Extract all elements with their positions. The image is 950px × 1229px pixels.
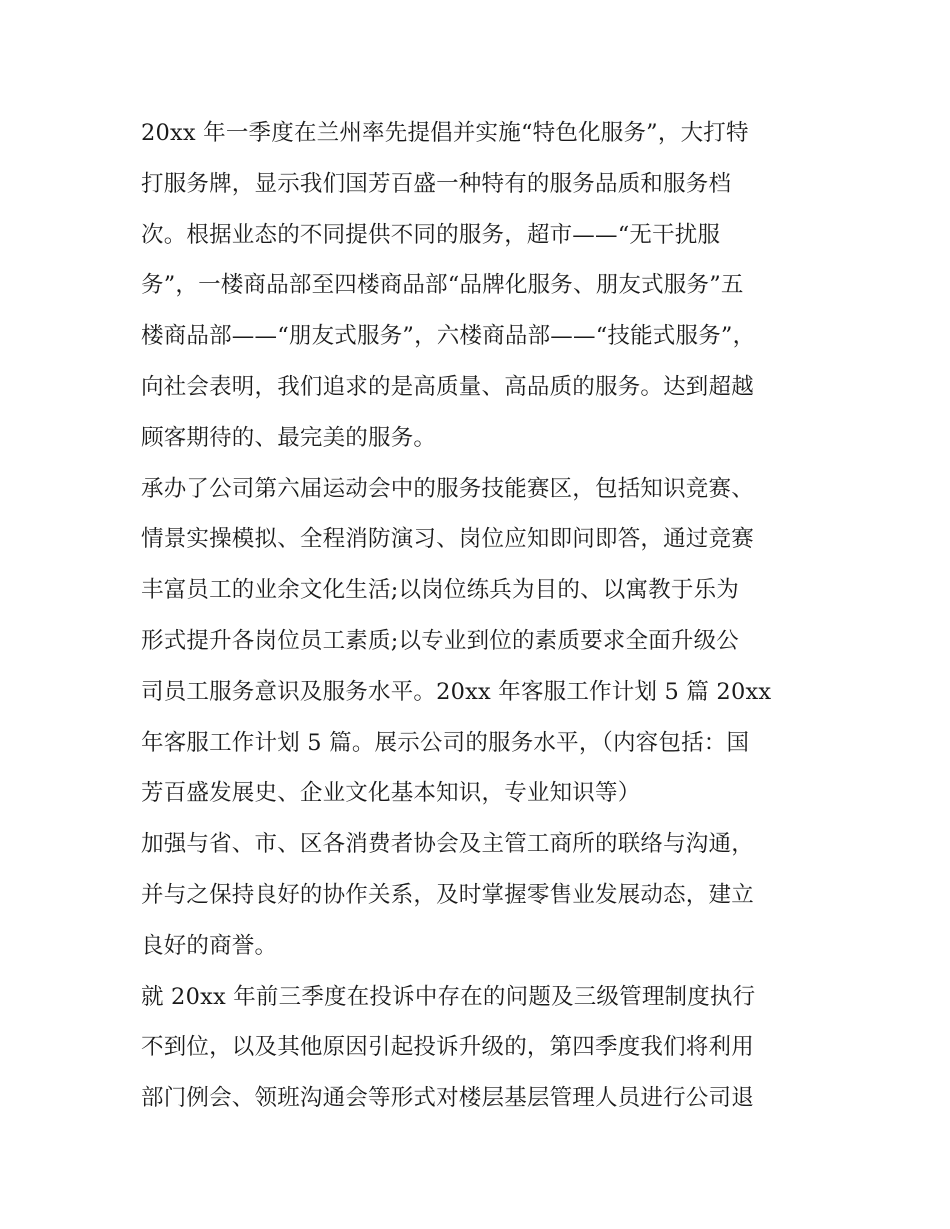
text-line: 形式提升各岗位员工素质;以专业到位的素质要求全面升级公 xyxy=(141,627,739,654)
paragraph-complaint-management xyxy=(141,972,821,1124)
text-line: 楼商品部——“朋友式服务”，六楼商品部——“技能式服务”， xyxy=(141,323,756,350)
document-body xyxy=(141,108,821,1124)
text-line: 年客服工作计划 5 篇。展示公司的服务水平，（内容包括：国 xyxy=(141,729,750,756)
text-line: 向社会表明，我们追求的是高质量、高品质的服务。达到超越 xyxy=(141,373,754,400)
text-line: 务”，一楼商品部至四楼商品部“品牌化服务、朋友式服务”五 xyxy=(141,272,744,299)
text-line: 就 20xx 年前三季度在投诉中存在的问题及三级管理制度执行 xyxy=(141,983,756,1010)
text-line: 丰富员工的业余文化生活;以岗位练兵为目的、以寓教于乐为 xyxy=(141,577,739,604)
text-line: 不到位，以及其他原因引起投诉升级的，第四季度我们将利用 xyxy=(141,1034,754,1061)
text-line: 芳百盛发展史、企业文化基本知识，专业知识等） xyxy=(141,780,641,807)
text-line: 良好的商誉。 xyxy=(141,932,278,959)
text-line: 20xx 年一季度在兰州率先提倡并实施“特色化服务”，大打特 xyxy=(141,120,749,146)
paragraph-skills-competition xyxy=(141,464,821,820)
paragraph-consumer-association xyxy=(141,819,821,971)
text-line: 承办了公司第六届运动会中的服务技能赛区，包括知识竞赛、 xyxy=(141,475,754,502)
text-line: 司员工服务意识及服务水平。20xx 年客服工作计划 5 篇 20xx xyxy=(141,678,772,705)
text-line: 加强与省、市、区各消费者协会及主管工商所的联络与沟通， xyxy=(141,831,754,858)
text-line: 并与之保持良好的协作关系，及时掌握零售业发展动态，建立 xyxy=(141,881,754,908)
text-line: 顾客期待的、最完美的服务。 xyxy=(141,424,437,451)
text-line: 部门例会、领班沟通会等形式对楼层基层管理人员进行公司退 xyxy=(141,1085,754,1112)
paragraph-special-service xyxy=(141,108,821,464)
text-line: 次。根据业态的不同提供不同的服务，超市——“无干扰服 xyxy=(141,221,721,248)
text-line: 情景实操模拟、全程消防演习、岗位应知即问即答，通过竞赛 xyxy=(141,526,754,553)
text-line: 打服务牌，显示我们国芳百盛一种特有的服务品质和服务档 xyxy=(141,170,732,197)
